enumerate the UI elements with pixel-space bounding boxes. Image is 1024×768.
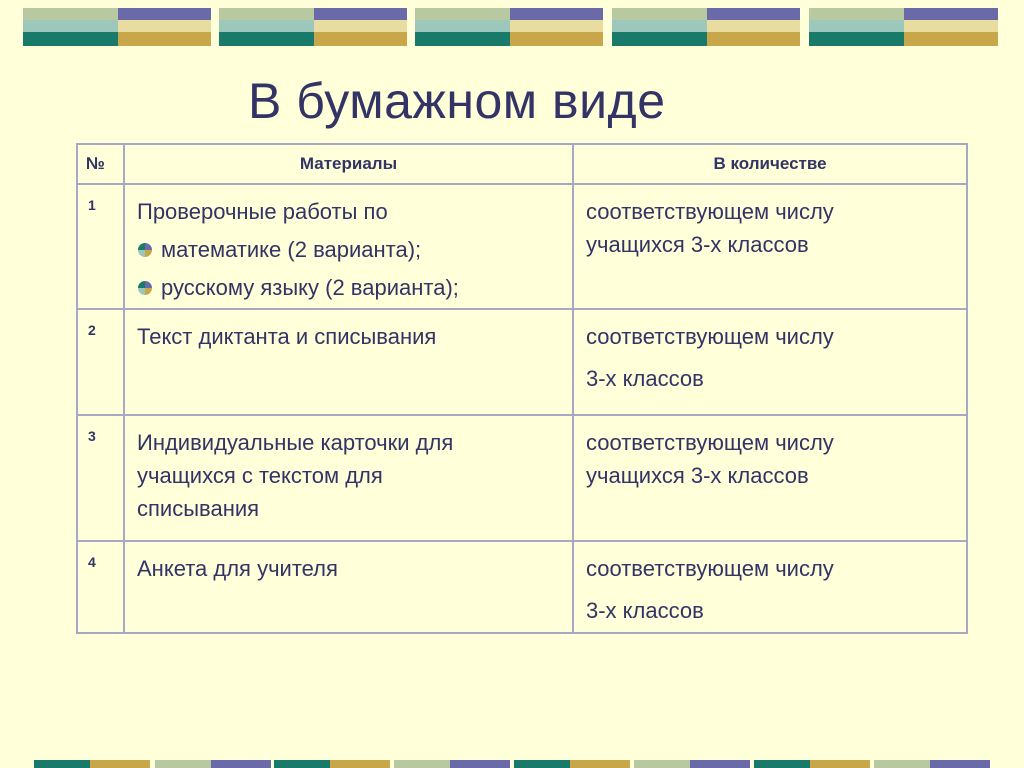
materials-table xyxy=(76,143,968,634)
header-num: № xyxy=(77,144,124,184)
row-number: 3 xyxy=(77,415,124,541)
quantity-text: соответствующем числу 3-х классов xyxy=(586,324,834,391)
band-tile xyxy=(514,760,630,768)
band-tile xyxy=(809,8,997,46)
material-cell xyxy=(124,415,573,541)
sub-item-text: русскому языку (2 варианта); xyxy=(161,275,459,300)
band-tile xyxy=(874,760,990,768)
table-row xyxy=(77,184,967,309)
slide-title: В бумажном виде xyxy=(248,73,666,129)
sub-item-text: математике (2 варианта); xyxy=(161,237,422,262)
header-materials: Материалы xyxy=(124,144,573,184)
band-tile xyxy=(634,760,750,768)
band-tile xyxy=(754,760,870,768)
row-number: 2 xyxy=(77,309,124,415)
band-tile xyxy=(34,760,150,768)
material-cell xyxy=(124,309,573,415)
material-text: Текст диктанта и списывания xyxy=(137,324,437,349)
table-header-row xyxy=(77,144,967,184)
list-item xyxy=(137,233,562,266)
header-quantity: В количестве xyxy=(573,144,967,184)
top-decorative-band xyxy=(23,8,998,46)
quantity-text: соответствующем числу учащихся 3-х классов xyxy=(586,430,834,488)
table-row xyxy=(77,541,967,633)
quantity-cell xyxy=(573,184,967,309)
band-tile xyxy=(415,8,603,46)
row-number: 1 xyxy=(77,184,124,309)
material-cell xyxy=(124,184,573,309)
quantity-cell xyxy=(573,309,967,415)
band-tile xyxy=(219,8,407,46)
band-tile xyxy=(155,760,271,768)
quantity-text: соответствующем числу 3-х классов xyxy=(586,556,834,623)
material-text: Анкета для учителя xyxy=(137,556,338,581)
material-cell xyxy=(124,541,573,633)
pie-bullet-icon xyxy=(137,242,153,258)
pie-bullet-icon xyxy=(137,280,153,296)
material-text: Проверочные работы по xyxy=(137,199,388,224)
table-row xyxy=(77,309,967,415)
band-tile xyxy=(612,8,800,46)
band-tile xyxy=(274,760,390,768)
quantity-cell xyxy=(573,415,967,541)
bottom-decorative-band xyxy=(34,760,1024,768)
quantity-text: соответствующем числу учащихся 3-х классов xyxy=(586,199,834,257)
band-tile xyxy=(23,8,211,46)
material-text: Индивидуальные карточки для учащихся с текстом для списывания xyxy=(137,430,454,521)
quantity-cell xyxy=(573,541,967,633)
band-tile xyxy=(394,760,510,768)
list-item xyxy=(137,271,562,304)
row-number: 4 xyxy=(77,541,124,633)
table-row xyxy=(77,415,967,541)
